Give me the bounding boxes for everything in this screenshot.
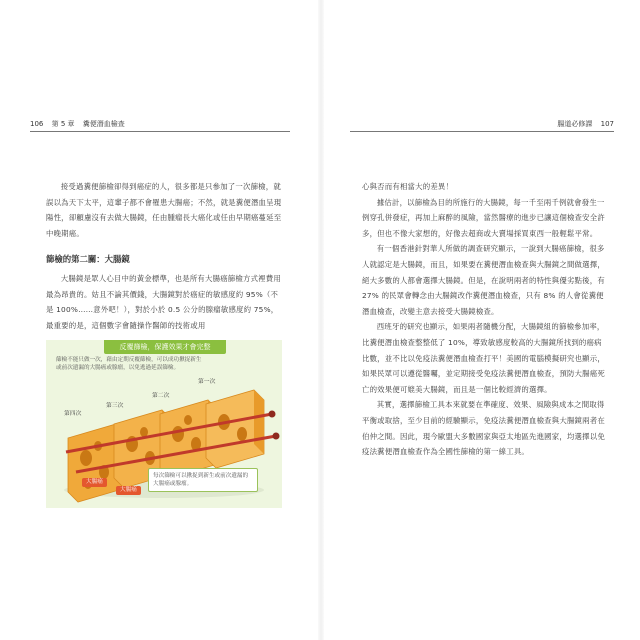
- cancer-tag-1: 大腸癌: [82, 478, 107, 487]
- running-title: 腸道必修課: [557, 120, 593, 128]
- right-paragraph-4: 西班牙的研究也顯示，如果兩者隨機分配，大腸鏡組的篩檢參加率，比糞便潛血檢查整整低了 10%，導致敏感度較高的大腸鏡所找到的癌病比數，並不比以免疫法糞便潛血檢查打平！美國的電腦模擬研究也顯示，如果民眾可以遵從醫囑，並定期接受免疫法糞便潛血檢查，預防大腸癌死亡的效果便可媲美大腸鏡，而且是一個比較經濟的選擇。: [362, 322, 605, 394]
- cancer-tag-2: 大腸癌: [116, 486, 141, 495]
- label-first: 第一次: [198, 379, 216, 385]
- intro-paragraph: 接受過糞便篩檢卻得到癌症的人，很多都是只參加了一次篩檢，就誤以為天下太平，這輩子都不會罹患大腸癌；不然，就是糞便潛血呈現陽性，卻顧慮沒有去做大腸鏡，任由腫瘤長大癌化或任由早期癌蔓延至中晚期癌。: [46, 182, 282, 238]
- chapter-number: 第 5 章: [51, 120, 75, 128]
- right-paragraph-5: 其實，選擇篩檢工具本來就要在準確度、效果、風險與成本之間取得平衡或取捨，至少目前的經驗顯示，免疫法糞便潛血檢查與大腸鏡兩者在伯仲之間。因此，現今歐盟大多數國家與亞太地區先進國家，均選擇以免疫法糞便潛血檢查作為全國性篩檢的第一線工具。: [362, 400, 605, 457]
- left-header-rule: [30, 131, 290, 132]
- label-fourth: 第四次: [64, 411, 82, 417]
- chapter-title: 糞便潛血檢查: [82, 120, 125, 128]
- left-section-text: [46, 271, 282, 333]
- left-page-header: [30, 119, 131, 129]
- figure-note: 篩檢不能只做一次，藉由定期反覆篩檢，可以成功揪捉新生或前次遺漏的大腸癌或腺瘤，以免逃過延誤篩檢。: [56, 357, 202, 371]
- right-header-rule: [350, 131, 614, 132]
- right-paragraph-2: 據估計，以篩檢為目的所施行的大腸鏡，每一千至兩千例就會發生一例穿孔併發症，再加上麻醉的風險，當然醫療的進步已讓這個檢查安全許多，但也不像大家想的，好像去超商或大賣場採買東西一般輕鬆平常。: [362, 197, 605, 238]
- right-page-header: [551, 119, 614, 129]
- label-second: 第二次: [152, 393, 170, 399]
- screening-figure: [46, 340, 282, 508]
- right-paragraph-1: 心與否而有相當大的差異！: [362, 182, 454, 191]
- page-gutter: [318, 0, 324, 640]
- right-page-number: 107: [600, 120, 614, 128]
- right-body-text: [362, 179, 608, 460]
- left-intro-text: [46, 179, 282, 241]
- cheese-slab-1: [206, 390, 264, 468]
- label-third: 第三次: [106, 403, 124, 409]
- left-page-number: 106: [30, 120, 44, 128]
- figure-title: 反覆篩檢，保護效果才會完整: [104, 340, 226, 354]
- rod-upper-end: [269, 411, 276, 418]
- rod-lower-end: [273, 433, 280, 440]
- figure-callout: 每次篩檢可以揪捉到新生或前次遺漏的大腸癌或腺瘤。: [148, 468, 258, 492]
- right-paragraph-3: 有一個香港針對華人所做的調查研究顯示，一說到大腸癌篩檢，很多人就認定是大腸鏡，而且，如果要在糞便潛血檢查與大腸鏡之間做選擇，絕大多數的人都會選擇大腸鏡。但是，在說明兩者的特性與優劣點後，有 27% 的民眾會轉念由大腸鏡改作糞便潛血檢查，只有 8% 的人會從糞便潛血檢查，改變主意去接受大腸鏡檢查。: [362, 244, 605, 316]
- section-paragraph: 大腸鏡是眾人心目中的黃金標準，也是所有大腸癌篩檢方式裡費用最為昂貴的。姑且不論其價錢，大腸鏡對於癌症的敏感度約 95%（不是 100%……意外吧！），對於小於 0.5 公分的腺瘤敏感度約 75%，最重要的是，這個數字會隨操作醫師的技術或用: [46, 274, 281, 330]
- section-title: 篩檢的第二關：大腸鏡: [46, 254, 130, 264]
